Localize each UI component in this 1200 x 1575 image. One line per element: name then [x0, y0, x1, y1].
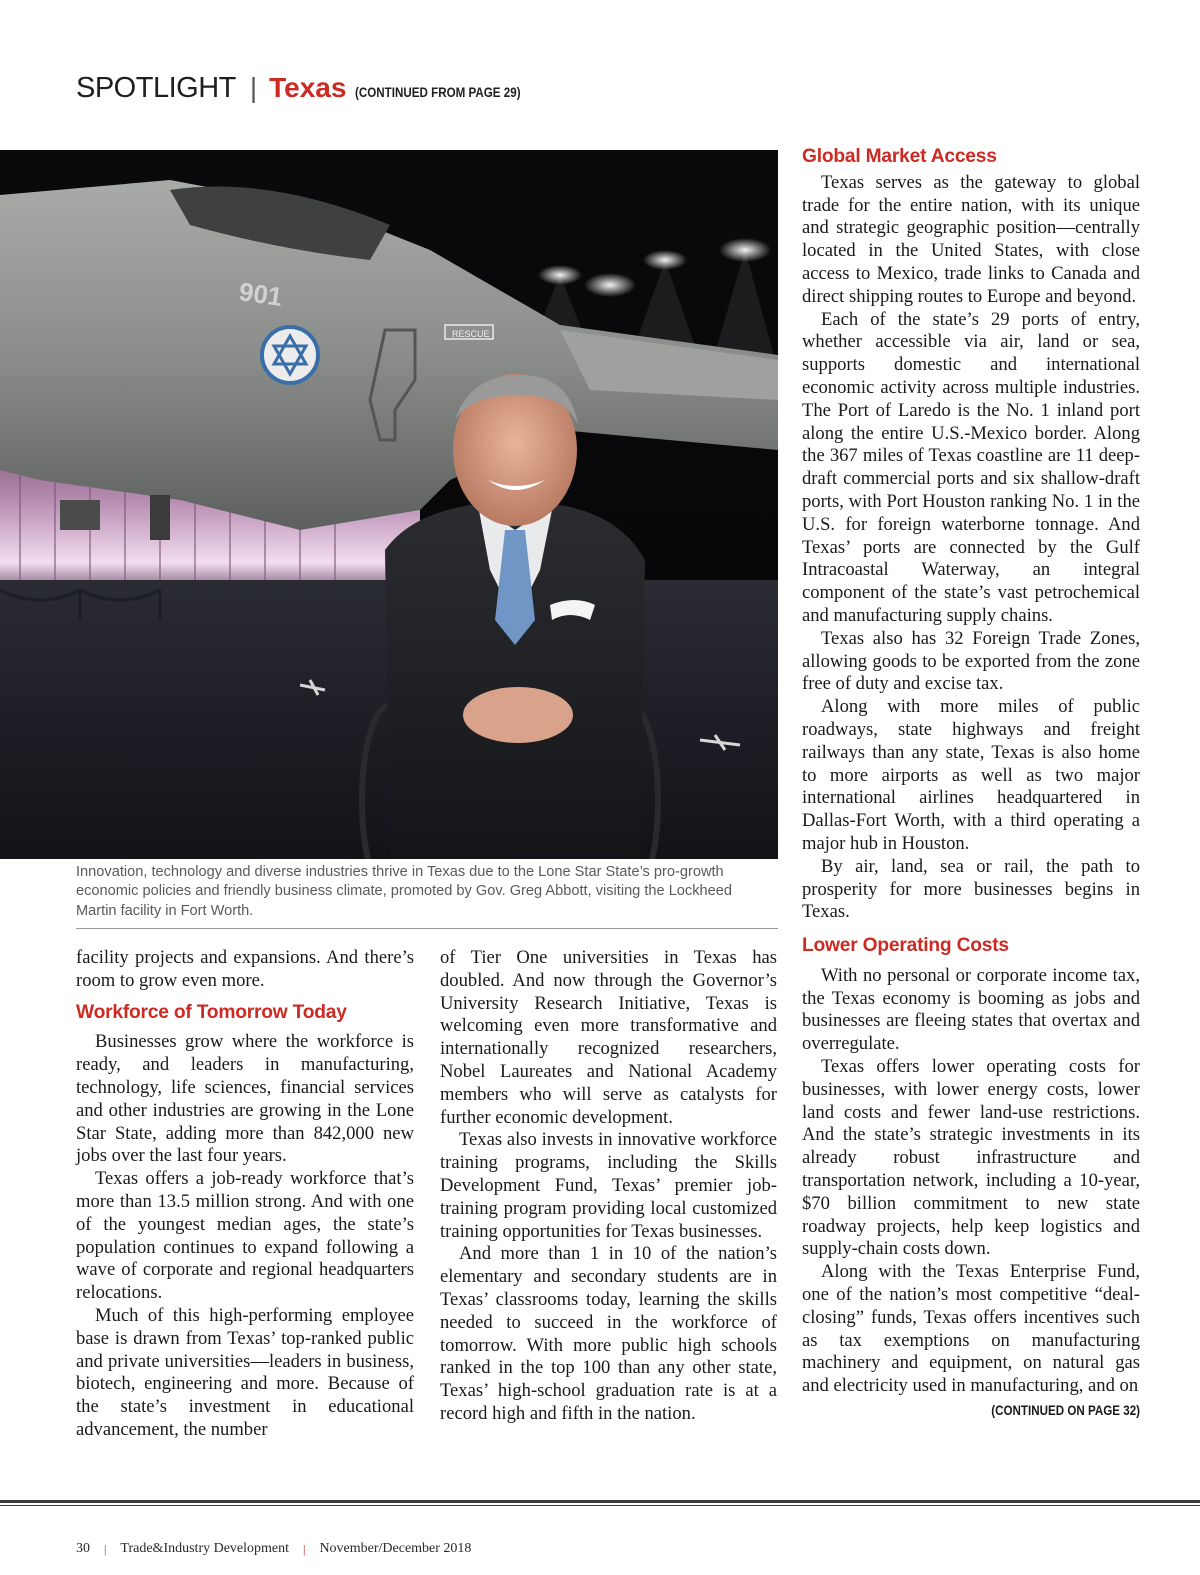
paragraph: And more than 1 in 10 of the nation’s elementary and secondary students are in Texas’ classrooms today, learning the skills needed to succeed in the workforce of tomorrow. With more public high schools ranked in the top 100 than any other state, Texas’ high-school graduation rate is at a record high and fifth in the nation. [440, 1243, 777, 1424]
paragraph-text: Along with the Texas Enterprise Fund, one of the nation’s most competitive “deal-closing” funds, Texas offers incentives such as tax exemptions on manufacturing machinery and equipment, on natural gas and electricity used in manufacturing, and on [802, 1261, 1140, 1397]
photo-illustration [0, 150, 778, 859]
paragraph [802, 1261, 1140, 1419]
header-separator: | [249, 72, 258, 103]
section-label: SPOTLIGHT [76, 72, 236, 104]
jet-rescue-label: RESCUE [452, 329, 490, 339]
footer-rule [0, 1500, 1200, 1503]
paragraph: Along with more miles of public roadways, state highways and freight railways than any state, Texas is also home to more airports as well as two major international airlines headquartered in Dallas-Fort Worth, with a third operating a major hub in Houston. [802, 696, 1140, 854]
heading-operating-costs: Lower Operating Costs [802, 935, 1009, 957]
caption-divider [76, 928, 778, 929]
article-column-2 [440, 947, 777, 1426]
jet-tail-number: 901 [237, 276, 285, 312]
continued-from-note: (CONTINUED FROM PAGE 29) [355, 85, 522, 100]
publication-name: Trade&Industry Development [120, 1541, 290, 1556]
paragraph: With no personal or corporate income tax, the Texas economy is booming as jobs and businesses are fleeing states that overtax and overregulate. [802, 964, 1140, 1055]
page-footer [76, 1541, 471, 1557]
continued-on-note: (CONTINUED ON PAGE 32) [991, 1403, 1140, 1419]
paragraph: facility projects and expansions. And there’s room to grow even more. [76, 947, 414, 991]
paragraph: of Tier One universities in Texas has doubled. And now through the Governor’s University Research Initiative, Texas is welcoming even more transformative and internationally recognized researchers, Nobel Laureates and National Academy members who will serve as catalysts for further economic development. [440, 947, 777, 1128]
feature-photo [0, 150, 778, 859]
state-title: Texas [269, 72, 347, 103]
paragraph: Texas offers a job-ready workforce that’s more than 13.5 million strong. And with one of the youngest median ages, the state’s population continues to expand following a wave of corporate and regional headquarters relocations. [76, 1168, 414, 1304]
paragraph: Texas also invests in innovative workforce training programs, including the Skills Development Fund, Texas’ premier job-training program providing local customized training opportunities for Texas businesses. [440, 1129, 777, 1242]
footer-rule-thin [0, 1505, 1200, 1506]
footer-separator: | [303, 1541, 306, 1556]
photo-caption: Innovation, technology and diverse industries thrive in Texas due to the Lone Star State’s pro-growth economic policies and friendly business climate, promoted by Gov. Greg Abbott, visiting the Lockheed Martin facility in Fort Worth. [76, 864, 732, 919]
paragraph: By air, land, sea or rail, the path to prosperity for more businesses begins in Texas. [802, 855, 1140, 923]
heading-workforce: Workforce of Tomorrow Today [76, 1001, 347, 1023]
issue-date: November/December 2018 [319, 1541, 472, 1556]
paragraph: Texas offers lower operating costs for businesses, with lower energy costs, lower land costs and fewer land-use restrictions. And the state’s strategic investments in its already robust infrastructure and transportation network, including a 10-year, $70 billion commitment to new state roadway projects, help keep logistics and supply-chain costs down. [802, 1056, 1140, 1260]
paragraph: Businesses grow where the workforce is ready, and leaders in manufacturing, technology, life sciences, financial services and other industries are growing in the Lone Star State, adding more than 842,000 new jobs over the last four years. [76, 1031, 414, 1167]
paragraph: Much of this high-performing employee base is drawn from Texas’ top-ranked public and private universities—leaders in business, biotech, engineering and more. Because of the state’s investment in educational advancement, the number [76, 1304, 414, 1440]
paragraph: Each of the state’s 29 ports of entry, whether accessible via air, land or sea, supports domestic and international economic activity across multiple industries. The Port of Laredo is the No. 1 inland port along the entire U.S.-Mexico border. Along the 367 miles of Texas coastline are 11 deep-draft commercial ports and six shallow-draft ports, with Port Houston ranking No. 1 in the U.S. for foreign waterborne tonnage. And Texas’ ports are connected by the Gulf Intracoastal Waterway, an integral component of the state’s vast petrochemical and manufacturing supply chains. [802, 308, 1140, 626]
paragraph: Texas also has 32 Foreign Trade Zones, allowing goods to be exported from the zone free of duty and excise tax. [802, 627, 1140, 695]
article-column-1 [76, 947, 414, 1442]
article-column-3 [802, 146, 1140, 1423]
page-number: 30 [76, 1541, 90, 1556]
paragraph: Texas serves as the gateway to global trade for the entire nation, with its unique and strategic geographic position—centrally located in the United States, with close access to Mexico, trade links to Canada and direct shipping routes to Europe and beyond. [802, 171, 1140, 307]
footer-separator: | [104, 1541, 107, 1556]
page-header [76, 72, 548, 112]
heading-global-market: Global Market Access [802, 146, 997, 167]
